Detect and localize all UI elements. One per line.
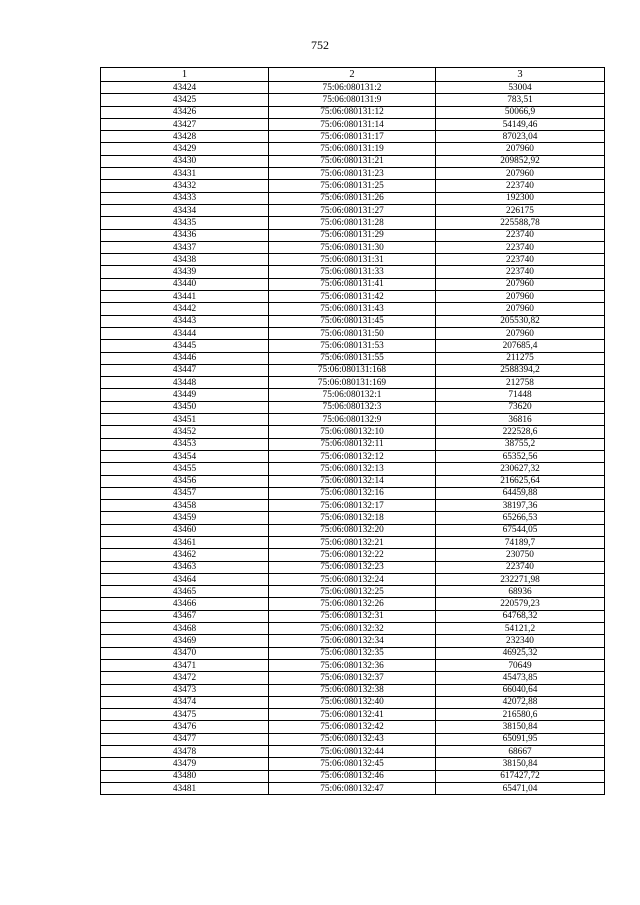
- row-number-cell: 43432: [101, 180, 269, 192]
- table-header: [101, 68, 605, 82]
- cadastral-number-cell: 75:06:080132:16: [269, 487, 436, 499]
- table-row: [101, 327, 605, 339]
- table-row: [101, 82, 605, 94]
- table-row: [101, 266, 605, 278]
- row-number-cell: 43437: [101, 241, 269, 253]
- row-number-cell: 43460: [101, 524, 269, 536]
- value-cell: 54121,2: [436, 623, 605, 635]
- cadastral-number-cell: 75:06:080132:17: [269, 500, 436, 512]
- value-cell: 45473,85: [436, 672, 605, 684]
- cadastral-number-cell: 75:06:080131:50: [269, 327, 436, 339]
- row-number-cell: 43458: [101, 500, 269, 512]
- row-number-cell: 43466: [101, 598, 269, 610]
- value-cell: 38150,84: [436, 721, 605, 733]
- table-row: [101, 500, 605, 512]
- cadastral-number-cell: 75:06:080131:53: [269, 340, 436, 352]
- row-number-cell: 43455: [101, 463, 269, 475]
- value-cell: 50066,9: [436, 106, 605, 118]
- row-number-cell: 43429: [101, 143, 269, 155]
- table-row: [101, 524, 605, 536]
- table-row: [101, 389, 605, 401]
- row-number-cell: 43459: [101, 512, 269, 524]
- value-cell: 226175: [436, 204, 605, 216]
- table-row: [101, 118, 605, 130]
- value-cell: 68936: [436, 586, 605, 598]
- row-number-cell: 43461: [101, 536, 269, 548]
- row-number-cell: 43449: [101, 389, 269, 401]
- cadastral-number-cell: 75:06:080132:40: [269, 696, 436, 708]
- value-cell: 220579,23: [436, 598, 605, 610]
- row-number-cell: 43476: [101, 721, 269, 733]
- cadastral-number-cell: 75:06:080131:17: [269, 131, 436, 143]
- row-number-cell: 43451: [101, 414, 269, 426]
- row-number-cell: 43447: [101, 364, 269, 376]
- column-header-1: 1: [101, 68, 269, 82]
- table-row: [101, 155, 605, 167]
- row-number-cell: 43463: [101, 561, 269, 573]
- value-cell: 66040,64: [436, 684, 605, 696]
- value-cell: 232271,98: [436, 573, 605, 585]
- cadastral-number-cell: 75:06:080132:42: [269, 721, 436, 733]
- value-cell: 38197,36: [436, 500, 605, 512]
- cadastral-number-cell: 75:06:080132:44: [269, 746, 436, 758]
- value-cell: 53004: [436, 82, 605, 94]
- table-row: [101, 168, 605, 180]
- value-cell: 232340: [436, 635, 605, 647]
- row-number-cell: 43448: [101, 377, 269, 389]
- table-row: [101, 512, 605, 524]
- cadastral-number-cell: 75:06:080131:21: [269, 155, 436, 167]
- value-cell: 216580,6: [436, 709, 605, 721]
- table-row: [101, 340, 605, 352]
- value-cell: 205530,82: [436, 315, 605, 327]
- row-number-cell: 43479: [101, 758, 269, 770]
- row-number-cell: 43468: [101, 623, 269, 635]
- cadastral-number-cell: 75:06:080131:33: [269, 266, 436, 278]
- table-row: [101, 610, 605, 622]
- row-number-cell: 43478: [101, 746, 269, 758]
- row-number-cell: 43457: [101, 487, 269, 499]
- row-number-cell: 43474: [101, 696, 269, 708]
- data-table: [100, 67, 605, 795]
- row-number-cell: 43430: [101, 155, 269, 167]
- table-row: [101, 672, 605, 684]
- value-cell: 54149,46: [436, 118, 605, 130]
- table-row: [101, 131, 605, 143]
- row-number-cell: 43434: [101, 204, 269, 216]
- cadastral-number-cell: 75:06:080132:32: [269, 623, 436, 635]
- value-cell: 207960: [436, 168, 605, 180]
- row-number-cell: 43441: [101, 291, 269, 303]
- table-row: [101, 254, 605, 266]
- cadastral-number-cell: 75:06:080132:18: [269, 512, 436, 524]
- cadastral-number-cell: 75:06:080131:169: [269, 377, 436, 389]
- table-row: [101, 204, 605, 216]
- value-cell: 230627,32: [436, 463, 605, 475]
- table-row: [101, 291, 605, 303]
- table-row: [101, 106, 605, 118]
- table-row: [101, 414, 605, 426]
- value-cell: 64768,32: [436, 610, 605, 622]
- row-number-cell: 43435: [101, 217, 269, 229]
- value-cell: 212758: [436, 377, 605, 389]
- table-row: [101, 770, 605, 782]
- cadastral-number-cell: 75:06:080132:45: [269, 758, 436, 770]
- table-row: [101, 709, 605, 721]
- row-number-cell: 43450: [101, 401, 269, 413]
- table-row: [101, 536, 605, 548]
- cadastral-number-cell: 75:06:080132:34: [269, 635, 436, 647]
- row-number-cell: 43454: [101, 450, 269, 462]
- cadastral-number-cell: 75:06:080132:10: [269, 426, 436, 438]
- cadastral-number-cell: 75:06:080131:30: [269, 241, 436, 253]
- value-cell: 223740: [436, 254, 605, 266]
- row-number-cell: 43467: [101, 610, 269, 622]
- cadastral-number-cell: 75:06:080131:27: [269, 204, 436, 216]
- value-cell: 192300: [436, 192, 605, 204]
- value-cell: 207960: [436, 278, 605, 290]
- cadastral-number-cell: 75:06:080132:11: [269, 438, 436, 450]
- cadastral-number-cell: 75:06:080132:3: [269, 401, 436, 413]
- cadastral-number-cell: 75:06:080131:14: [269, 118, 436, 130]
- table-row: [101, 303, 605, 315]
- cadastral-number-cell: 75:06:080132:36: [269, 659, 436, 671]
- row-number-cell: 43465: [101, 586, 269, 598]
- cadastral-number-cell: 75:06:080132:26: [269, 598, 436, 610]
- table-row: [101, 487, 605, 499]
- row-number-cell: 43471: [101, 659, 269, 671]
- table-row: [101, 659, 605, 671]
- cadastral-number-cell: 75:06:080131:23: [269, 168, 436, 180]
- value-cell: 223740: [436, 180, 605, 192]
- cadastral-number-cell: 75:06:080131:55: [269, 352, 436, 364]
- value-cell: 38755,2: [436, 438, 605, 450]
- page-number: 752: [311, 38, 329, 52]
- table-row: [101, 475, 605, 487]
- value-cell: 223740: [436, 266, 605, 278]
- table-row: [101, 229, 605, 241]
- cadastral-number-cell: 75:06:080131:26: [269, 192, 436, 204]
- row-number-cell: 43475: [101, 709, 269, 721]
- value-cell: 42072,88: [436, 696, 605, 708]
- value-cell: 207960: [436, 303, 605, 315]
- cadastral-number-cell: 75:06:080131:41: [269, 278, 436, 290]
- cadastral-number-cell: 75:06:080132:41: [269, 709, 436, 721]
- value-cell: 230750: [436, 549, 605, 561]
- table-row: [101, 561, 605, 573]
- value-cell: 222528,6: [436, 426, 605, 438]
- value-cell: 36816: [436, 414, 605, 426]
- value-cell: 65352,56: [436, 450, 605, 462]
- cadastral-number-cell: 75:06:080132:23: [269, 561, 436, 573]
- table-row: [101, 463, 605, 475]
- table-row: [101, 426, 605, 438]
- table-row: [101, 364, 605, 376]
- row-number-cell: 43477: [101, 733, 269, 745]
- value-cell: 65471,04: [436, 782, 605, 794]
- cadastral-number-cell: 75:06:080131:25: [269, 180, 436, 192]
- cadastral-number-cell: 75:06:080132:22: [269, 549, 436, 561]
- row-number-cell: 43443: [101, 315, 269, 327]
- table-row: [101, 94, 605, 106]
- row-number-cell: 43446: [101, 352, 269, 364]
- cadastral-number-cell: 75:06:080132:46: [269, 770, 436, 782]
- cadastral-number-cell: 75:06:080132:43: [269, 733, 436, 745]
- table-row: [101, 782, 605, 794]
- cadastral-number-cell: 75:06:080132:20: [269, 524, 436, 536]
- value-cell: 211275: [436, 352, 605, 364]
- row-number-cell: 43433: [101, 192, 269, 204]
- cadastral-number-cell: 75:06:080132:21: [269, 536, 436, 548]
- table-row: [101, 623, 605, 635]
- value-cell: 216625,64: [436, 475, 605, 487]
- value-cell: 68667: [436, 746, 605, 758]
- row-number-cell: 43469: [101, 635, 269, 647]
- value-cell: 207960: [436, 143, 605, 155]
- value-cell: 46925,32: [436, 647, 605, 659]
- cadastral-number-cell: 75:06:080132:47: [269, 782, 436, 794]
- cadastral-number-cell: 75:06:080131:28: [269, 217, 436, 229]
- value-cell: 207960: [436, 291, 605, 303]
- table-row: [101, 696, 605, 708]
- value-cell: 73620: [436, 401, 605, 413]
- table-row: [101, 241, 605, 253]
- row-number-cell: 43464: [101, 573, 269, 585]
- cadastral-number-cell: 75:06:080132:35: [269, 647, 436, 659]
- table-row: [101, 598, 605, 610]
- value-cell: 70649: [436, 659, 605, 671]
- table-row: [101, 684, 605, 696]
- row-number-cell: 43462: [101, 549, 269, 561]
- cadastral-number-cell: 75:06:080131:29: [269, 229, 436, 241]
- table-row: [101, 377, 605, 389]
- table-row: [101, 758, 605, 770]
- value-cell: 38150,84: [436, 758, 605, 770]
- value-cell: 67544,05: [436, 524, 605, 536]
- row-number-cell: 43438: [101, 254, 269, 266]
- row-number-cell: 43472: [101, 672, 269, 684]
- row-number-cell: 43426: [101, 106, 269, 118]
- cadastral-number-cell: 75:06:080131:9: [269, 94, 436, 106]
- table-row: [101, 647, 605, 659]
- table-row: [101, 450, 605, 462]
- row-number-cell: 43452: [101, 426, 269, 438]
- value-cell: 74189,7: [436, 536, 605, 548]
- row-number-cell: 43473: [101, 684, 269, 696]
- value-cell: 209852,92: [436, 155, 605, 167]
- cadastral-number-cell: 75:06:080132:37: [269, 672, 436, 684]
- row-number-cell: 43427: [101, 118, 269, 130]
- value-cell: 87023,04: [436, 131, 605, 143]
- table-row: [101, 352, 605, 364]
- header-row: [101, 68, 605, 82]
- value-cell: 207685,4: [436, 340, 605, 352]
- table-row: [101, 192, 605, 204]
- row-number-cell: 43470: [101, 647, 269, 659]
- table-row: [101, 733, 605, 745]
- column-header-2: 2: [269, 68, 436, 82]
- row-number-cell: 43436: [101, 229, 269, 241]
- cadastral-number-cell: 75:06:080132:25: [269, 586, 436, 598]
- table-row: [101, 180, 605, 192]
- row-number-cell: 43456: [101, 475, 269, 487]
- row-number-cell: 43428: [101, 131, 269, 143]
- cadastral-number-cell: 75:06:080131:2: [269, 82, 436, 94]
- value-cell: 223740: [436, 561, 605, 573]
- cadastral-number-cell: 75:06:080132:24: [269, 573, 436, 585]
- table-row: [101, 217, 605, 229]
- table-row: [101, 438, 605, 450]
- cadastral-number-cell: 75:06:080131:31: [269, 254, 436, 266]
- value-cell: 64459,88: [436, 487, 605, 499]
- row-number-cell: 43445: [101, 340, 269, 352]
- row-number-cell: 43439: [101, 266, 269, 278]
- row-number-cell: 43442: [101, 303, 269, 315]
- cadastral-number-cell: 75:06:080131:42: [269, 291, 436, 303]
- value-cell: 783,51: [436, 94, 605, 106]
- cadastral-number-cell: 75:06:080132:13: [269, 463, 436, 475]
- row-number-cell: 43481: [101, 782, 269, 794]
- cadastral-number-cell: 75:06:080131:19: [269, 143, 436, 155]
- cadastral-number-cell: 75:06:080131:43: [269, 303, 436, 315]
- cadastral-number-cell: 75:06:080132:9: [269, 414, 436, 426]
- table-row: [101, 586, 605, 598]
- table-row: [101, 721, 605, 733]
- value-cell: 65091,95: [436, 733, 605, 745]
- table-row: [101, 278, 605, 290]
- row-number-cell: 43480: [101, 770, 269, 782]
- row-number-cell: 43424: [101, 82, 269, 94]
- row-number-cell: 43440: [101, 278, 269, 290]
- table-row: [101, 635, 605, 647]
- table-body: [101, 82, 605, 795]
- value-cell: 71448: [436, 389, 605, 401]
- cadastral-number-cell: 75:06:080132:14: [269, 475, 436, 487]
- value-cell: 2588394,2: [436, 364, 605, 376]
- cadastral-number-cell: 75:06:080131:45: [269, 315, 436, 327]
- cadastral-number-cell: 75:06:080131:12: [269, 106, 436, 118]
- row-number-cell: 43444: [101, 327, 269, 339]
- table-row: [101, 746, 605, 758]
- cadastral-number-cell: 75:06:080132:1: [269, 389, 436, 401]
- value-cell: 223740: [436, 241, 605, 253]
- table-row: [101, 573, 605, 585]
- table-row: [101, 315, 605, 327]
- column-header-3: 3: [436, 68, 605, 82]
- table-row: [101, 401, 605, 413]
- row-number-cell: 43453: [101, 438, 269, 450]
- value-cell: 225588,78: [436, 217, 605, 229]
- value-cell: 617427,72: [436, 770, 605, 782]
- row-number-cell: 43425: [101, 94, 269, 106]
- table-row: [101, 549, 605, 561]
- row-number-cell: 43431: [101, 168, 269, 180]
- cadastral-number-cell: 75:06:080132:12: [269, 450, 436, 462]
- table-row: [101, 143, 605, 155]
- value-cell: 223740: [436, 229, 605, 241]
- cadastral-number-cell: 75:06:080132:31: [269, 610, 436, 622]
- cadastral-number-cell: 75:06:080132:38: [269, 684, 436, 696]
- value-cell: 65266,53: [436, 512, 605, 524]
- value-cell: 207960: [436, 327, 605, 339]
- cadastral-number-cell: 75:06:080131:168: [269, 364, 436, 376]
